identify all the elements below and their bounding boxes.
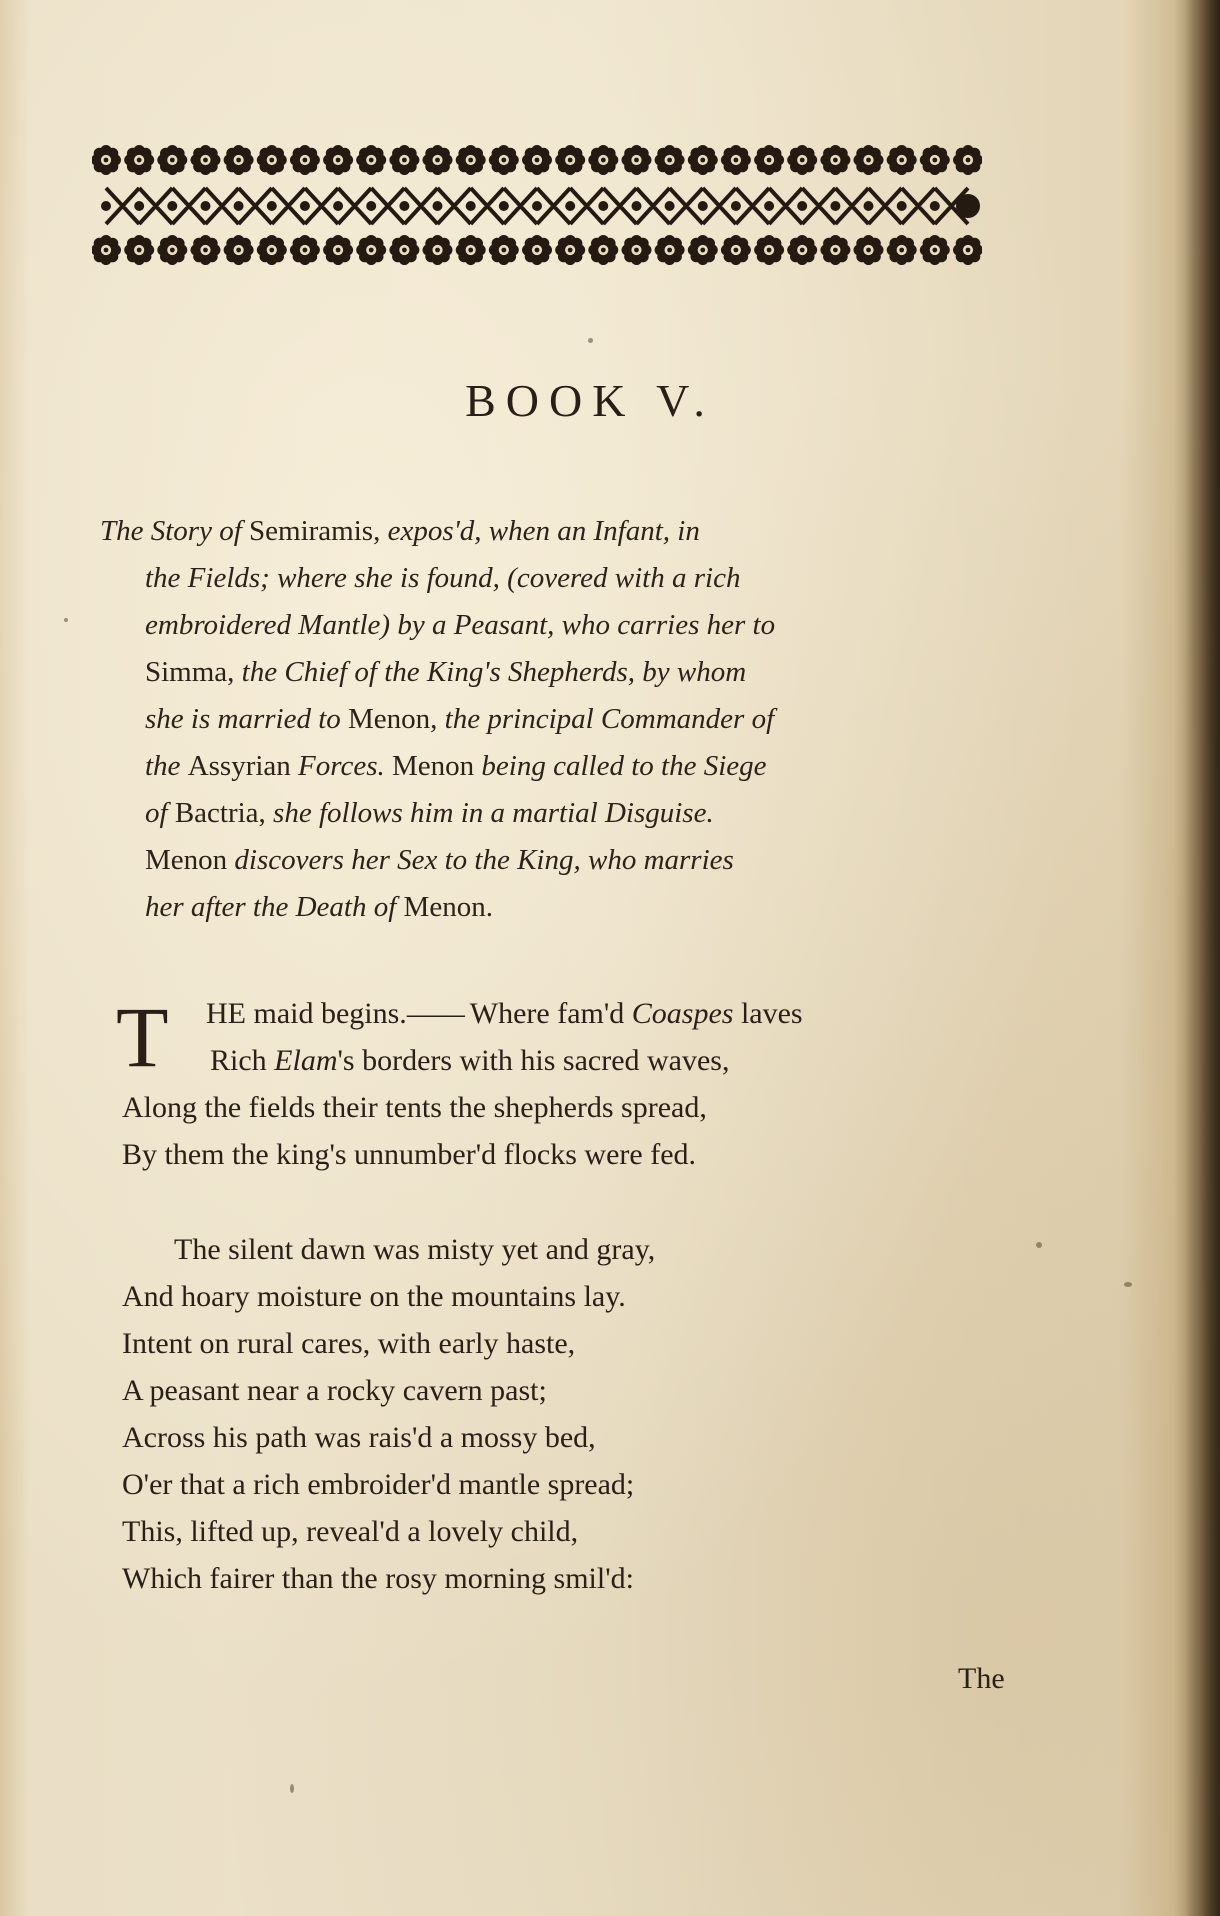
flower-icon xyxy=(588,145,618,175)
flower-icon xyxy=(456,145,486,175)
argument-line-5 xyxy=(100,696,1010,743)
flower-icon xyxy=(389,145,419,175)
flower-icon xyxy=(92,235,121,265)
lattice-dot-icon xyxy=(101,201,111,211)
lattice-dot-icon xyxy=(399,201,409,211)
argument-text: Forces. xyxy=(290,750,392,782)
catchword: The xyxy=(958,1662,1005,1695)
em-dash: —— xyxy=(406,997,463,1030)
verse-line: And hoary moisture on the mountains lay. xyxy=(122,1280,626,1313)
verse-line: This, lifted up, reveal'd a lovely child, xyxy=(122,1515,579,1548)
lattice-dot-icon xyxy=(532,201,542,211)
flower-icon xyxy=(953,145,982,175)
flower-icon xyxy=(290,235,320,265)
flower-icon xyxy=(456,235,486,265)
argument-line-7 xyxy=(100,790,1010,837)
flower-icon xyxy=(787,235,817,265)
flower-icon xyxy=(953,235,982,265)
lattice-dot-icon xyxy=(433,201,443,211)
flower-icon xyxy=(224,145,254,175)
argument-text: she follows him in a martial Disguise. xyxy=(265,797,714,829)
lattice-dot-icon xyxy=(167,201,177,211)
argument-name: Menon, xyxy=(348,703,438,735)
flower-icon xyxy=(688,145,718,175)
paper-speck xyxy=(588,338,593,343)
flower-icon xyxy=(224,235,254,265)
book-title: BOOK V. xyxy=(465,375,715,426)
verse-italic: Elam xyxy=(274,1044,338,1077)
flower-icon xyxy=(754,145,784,175)
argument-name: Assyrian xyxy=(187,750,291,782)
stanza-2 xyxy=(122,1226,1022,1602)
verse-line: Which fairer than the rosy morning smil'd: xyxy=(122,1562,634,1595)
lattice-dot-icon xyxy=(797,201,807,211)
argument-text: she is married to xyxy=(145,703,348,735)
flower-icon xyxy=(555,145,585,175)
lattice-dot-icon xyxy=(598,201,608,211)
argument-line-1 xyxy=(100,508,1010,555)
flower-icon xyxy=(787,145,817,175)
chapter-argument xyxy=(100,508,1010,931)
flower-icon xyxy=(423,235,453,265)
argument-line-2: the Fields; where she is found, (covered with a rich xyxy=(145,562,741,594)
flower-icon xyxy=(157,145,187,175)
lattice-dot-icon xyxy=(267,201,277,211)
flower-icon xyxy=(257,145,287,175)
argument-name: Menon xyxy=(145,844,228,876)
argument-text: the Chief of the King's Shepherds, by whom xyxy=(234,656,747,688)
argument-text: the xyxy=(145,750,188,782)
verse-text: Where fam'd xyxy=(462,997,632,1030)
argument-text: the principal Commander of xyxy=(437,703,775,735)
lattice-dot-icon xyxy=(665,201,675,211)
ornament-svg xyxy=(92,138,982,274)
lattice-dot-icon xyxy=(300,201,310,211)
flower-icon xyxy=(290,145,320,175)
argument-name: Menon. xyxy=(403,891,493,923)
flower-icon xyxy=(323,145,353,175)
flower-icon xyxy=(92,145,121,175)
verse-text: HE maid begins. xyxy=(206,997,407,1030)
flower-icon xyxy=(389,235,419,265)
argument-text: her after the Death of xyxy=(145,891,404,923)
flower-icon xyxy=(489,145,519,175)
flower-icon xyxy=(721,235,751,265)
flower-icon xyxy=(257,235,287,265)
end-flower-icon xyxy=(956,194,980,218)
flower-icon xyxy=(622,235,652,265)
argument-name: Menon xyxy=(392,750,475,782)
verse-italic: Coaspes xyxy=(631,997,734,1030)
flower-icon xyxy=(124,235,154,265)
verse-text: laves xyxy=(733,997,803,1030)
lattice-dot-icon xyxy=(764,201,774,211)
flower-icon xyxy=(622,145,652,175)
flower-icon xyxy=(323,235,353,265)
flower-icon xyxy=(655,145,685,175)
verse-line: By them the king's unnumber'd flocks were fed. xyxy=(122,1138,697,1171)
flower-icon xyxy=(489,235,519,265)
flower-icon xyxy=(157,235,187,265)
argument-text: of xyxy=(145,797,175,829)
argument-text: The Story of xyxy=(100,515,250,547)
flower-icon xyxy=(754,235,784,265)
lattice-dot-icon xyxy=(466,201,476,211)
paper-speck xyxy=(64,618,68,622)
lattice-dot-icon xyxy=(499,201,509,211)
argument-text: being called to the Siege xyxy=(474,750,767,782)
flower-icon xyxy=(887,235,917,265)
verse-line: The silent dawn was misty yet and gray, xyxy=(174,1233,656,1266)
lattice-dot-icon xyxy=(930,201,940,211)
flower-icon xyxy=(920,145,950,175)
lattice-dot-icon xyxy=(366,201,376,211)
argument-line-6 xyxy=(100,743,1010,790)
flower-icon xyxy=(124,145,154,175)
flower-icon xyxy=(555,235,585,265)
flower-icon xyxy=(423,145,453,175)
argument-text: expos'd, when an Infant, in xyxy=(380,515,700,547)
flower-icon xyxy=(920,235,950,265)
verse-line: Intent on rural cares, with early haste, xyxy=(122,1327,576,1360)
verse-line xyxy=(122,990,1022,1037)
printers-flower-border-icon xyxy=(92,138,982,274)
argument-name: Bactria, xyxy=(174,797,266,829)
flower-icon xyxy=(588,235,618,265)
flower-icon xyxy=(191,235,221,265)
argument-name: Simma, xyxy=(145,656,235,688)
argument-line-3: embroidered Mantle) by a Peasant, who carries her to xyxy=(145,609,776,641)
page-edge-shadow xyxy=(1174,0,1220,1916)
verse-line: Across his path was rais'd a mossy bed, xyxy=(122,1421,596,1454)
verse-line xyxy=(122,1037,1022,1084)
verse-text: Rich xyxy=(210,1044,275,1077)
verse-line: Along the fields their tents the shepherds spread, xyxy=(122,1091,707,1124)
flower-icon xyxy=(191,145,221,175)
verse-line: O'er that a rich embroider'd mantle spread; xyxy=(122,1468,635,1501)
paper-speck xyxy=(1036,1242,1042,1248)
lattice-dot-icon xyxy=(830,201,840,211)
drop-cap: T xyxy=(116,989,169,1085)
verse-line: A peasant near a rocky cavern past; xyxy=(122,1374,547,1407)
argument-line-8 xyxy=(100,837,1010,884)
lattice-dot-icon xyxy=(731,201,741,211)
verse-text: 's borders with his sacred waves, xyxy=(337,1044,730,1077)
flower-icon xyxy=(820,235,850,265)
argument-line-4 xyxy=(100,649,1010,696)
flower-icon xyxy=(356,145,386,175)
flower-icon xyxy=(688,235,718,265)
flower-icon xyxy=(522,235,552,265)
lattice-dot-icon xyxy=(897,201,907,211)
lattice-dot-icon xyxy=(234,201,244,211)
argument-text: discovers her Sex to the King, who marries xyxy=(227,844,734,876)
lattice-dot-icon xyxy=(201,201,211,211)
lattice-dot-icon xyxy=(333,201,343,211)
lattice-dot-icon xyxy=(632,201,642,211)
flower-icon xyxy=(356,235,386,265)
lattice-dot-icon xyxy=(698,201,708,211)
flower-icon xyxy=(887,145,917,175)
flower-icon xyxy=(721,145,751,175)
stanza-1 xyxy=(122,990,1022,1178)
paper-speck xyxy=(1124,1282,1132,1287)
flower-icon xyxy=(820,145,850,175)
flower-icon xyxy=(854,145,884,175)
flower-icon xyxy=(854,235,884,265)
paper-speck xyxy=(290,1784,294,1793)
flower-icon xyxy=(655,235,685,265)
lattice-dot-icon xyxy=(565,201,575,211)
argument-name: Semiramis, xyxy=(249,515,381,547)
argument-line-9 xyxy=(100,884,1010,931)
lattice-dot-icon xyxy=(864,201,874,211)
flower-icon xyxy=(522,145,552,175)
lattice-dot-icon xyxy=(134,201,144,211)
